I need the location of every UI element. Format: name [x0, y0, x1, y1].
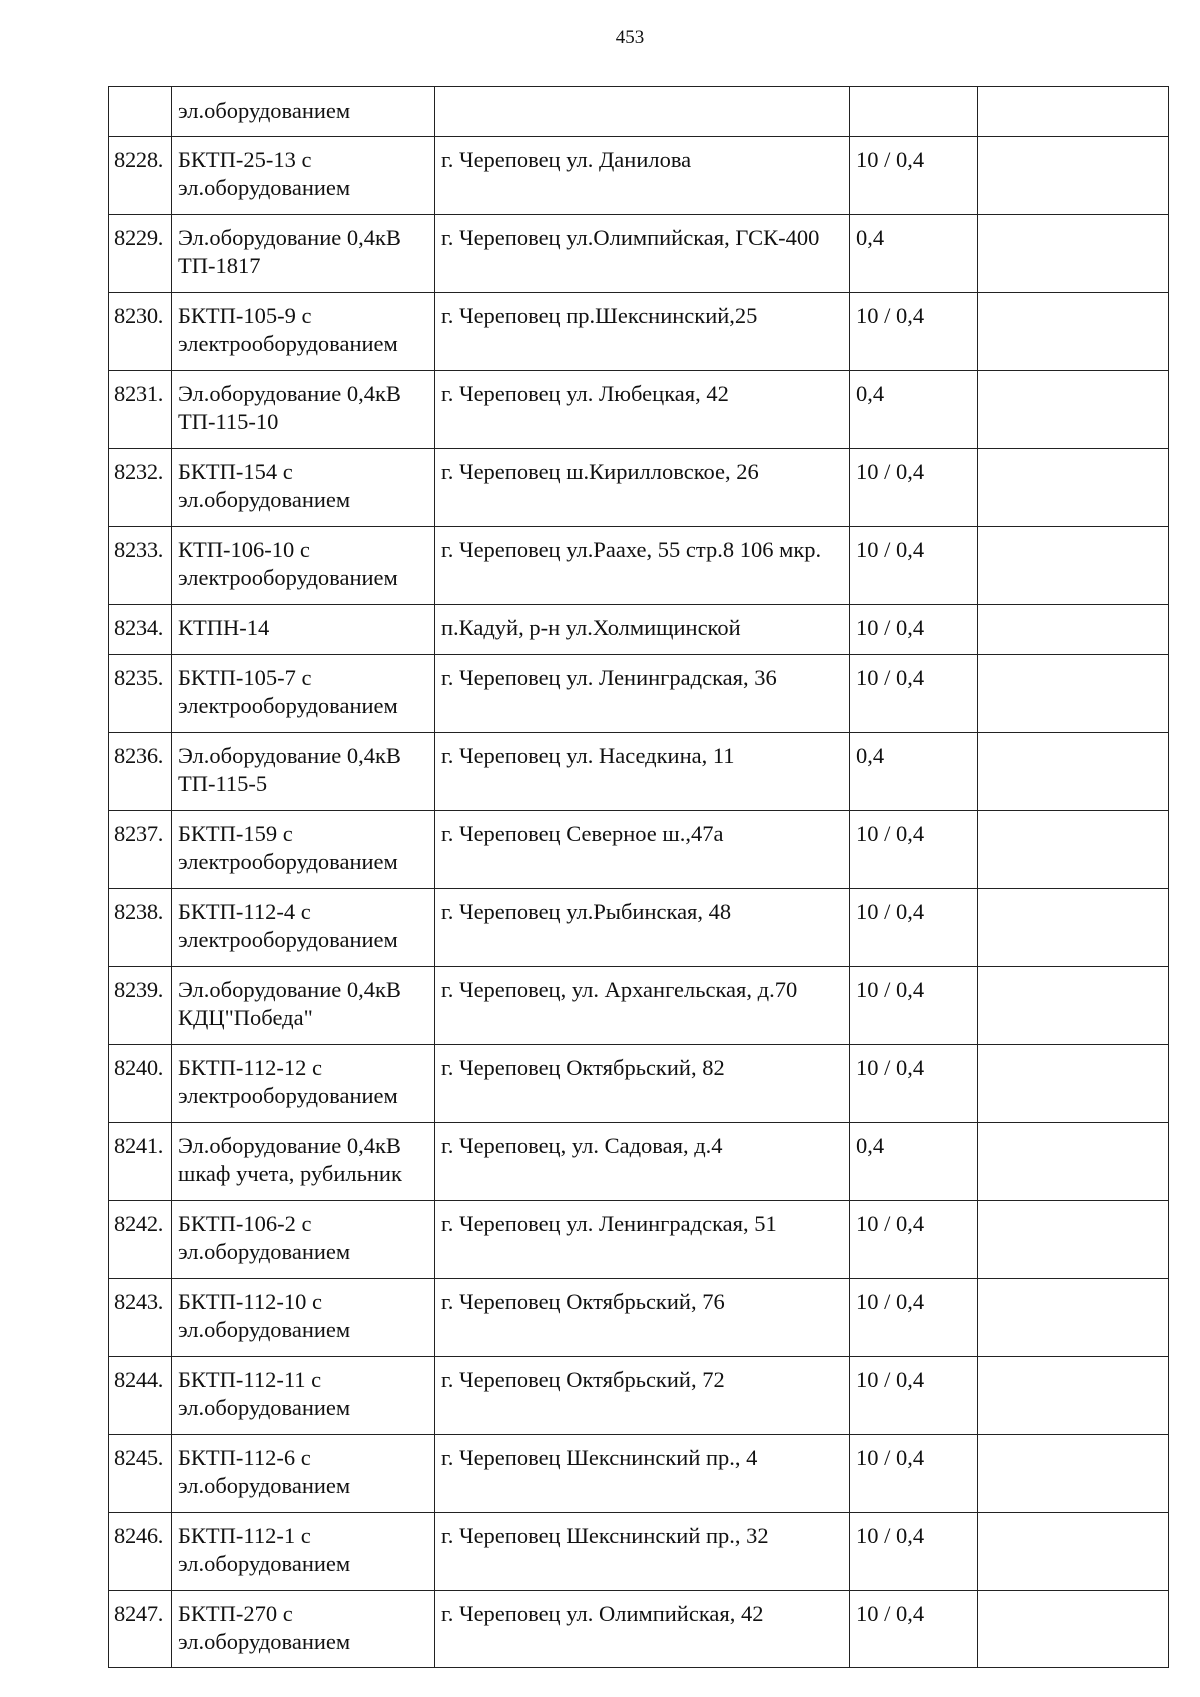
cell-voltage: 0,4 [850, 215, 978, 293]
cell-extra [978, 449, 1169, 527]
table-row [109, 137, 1169, 215]
cell-number: 8232. [109, 449, 172, 527]
cell-name: БКТП-112-4 с электрооборудованием [172, 889, 435, 967]
cell-number: 8239. [109, 967, 172, 1045]
cell-name: БКТП-112-6 с эл.оборудованием [172, 1435, 435, 1513]
cell-voltage: 0,4 [850, 1123, 978, 1201]
cell-name: Эл.оборудование 0,4кВ ТП-1817 [172, 215, 435, 293]
cell-number: 8229. [109, 215, 172, 293]
cell-extra [978, 733, 1169, 811]
cell-number: 8244. [109, 1357, 172, 1435]
cell-address: г. Череповец Октябрьский, 72 [435, 1357, 850, 1435]
cell-name: БКТП-112-11 с эл.оборудованием [172, 1357, 435, 1435]
cell-number: 8230. [109, 293, 172, 371]
registry-table [108, 86, 1169, 1668]
cell-voltage: 10 / 0,4 [850, 1357, 978, 1435]
cell-name: БКТП-154 с эл.оборудованием [172, 449, 435, 527]
cell-voltage: 10 / 0,4 [850, 967, 978, 1045]
cell-extra [978, 137, 1169, 215]
cell-name: БКТП-105-9 с электрооборудованием [172, 293, 435, 371]
cell-address: г. Череповец пр.Шекснинский,25 [435, 293, 850, 371]
cell-name: Эл.оборудование 0,4кВ ТП-115-5 [172, 733, 435, 811]
cell-name: БКТП-112-10 с эл.оборудованием [172, 1279, 435, 1357]
cell-voltage: 0,4 [850, 733, 978, 811]
cell-address [435, 87, 850, 137]
cell-name: КТП-106-10 с электрооборудованием [172, 527, 435, 605]
cell-address: г. Череповец ул. Наседкина, 11 [435, 733, 850, 811]
cell-address: г. Череповец ул. Данилова [435, 137, 850, 215]
continuation-row [109, 87, 1169, 137]
cell-number: 8228. [109, 137, 172, 215]
table-row [109, 967, 1169, 1045]
cell-address: г. Череповец ул.Рыбинская, 48 [435, 889, 850, 967]
cell-voltage: 10 / 0,4 [850, 889, 978, 967]
cell-voltage: 10 / 0,4 [850, 1591, 978, 1668]
cell-name: эл.оборудованием [172, 87, 435, 137]
cell-address: г. Череповец ул. Любецкая, 42 [435, 371, 850, 449]
cell-extra [978, 605, 1169, 655]
cell-address: г. Череповец Северное ш.,47а [435, 811, 850, 889]
table-row [109, 1123, 1169, 1201]
table-row [109, 889, 1169, 967]
table-row [109, 293, 1169, 371]
cell-name: Эл.оборудование 0,4кВ ТП-115-10 [172, 371, 435, 449]
cell-number: 8240. [109, 1045, 172, 1123]
table-row [109, 605, 1169, 655]
cell-extra [978, 371, 1169, 449]
cell-extra [978, 1045, 1169, 1123]
cell-voltage: 10 / 0,4 [850, 1045, 978, 1123]
cell-voltage: 10 / 0,4 [850, 293, 978, 371]
table-row [109, 1513, 1169, 1591]
page-number: 453 [615, 27, 645, 48]
cell-name: КТПН-14 [172, 605, 435, 655]
table-row [109, 1279, 1169, 1357]
table-row [109, 1435, 1169, 1513]
cell-extra [978, 1513, 1169, 1591]
cell-voltage: 10 / 0,4 [850, 527, 978, 605]
cell-extra [978, 1357, 1169, 1435]
cell-voltage [850, 87, 978, 137]
cell-address: г. Череповец, ул. Садовая, д.4 [435, 1123, 850, 1201]
cell-address: г. Череповец ул. Олимпийская, 42 [435, 1591, 850, 1668]
cell-number: 8243. [109, 1279, 172, 1357]
table-row [109, 1357, 1169, 1435]
cell-name: БКТП-105-7 с электрооборудованием [172, 655, 435, 733]
table-row [109, 215, 1169, 293]
cell-address: г. Череповец Октябрьский, 82 [435, 1045, 850, 1123]
registry-body [109, 87, 1169, 1668]
cell-extra [978, 1279, 1169, 1357]
cell-extra [978, 1201, 1169, 1279]
cell-extra [978, 1123, 1169, 1201]
cell-address: г. Череповец ш.Кирилловское, 26 [435, 449, 850, 527]
cell-voltage: 0,4 [850, 371, 978, 449]
cell-name: БКТП-112-1 с эл.оборудованием [172, 1513, 435, 1591]
cell-number: 8245. [109, 1435, 172, 1513]
table-row [109, 733, 1169, 811]
cell-number: 8247. [109, 1591, 172, 1668]
cell-extra [978, 811, 1169, 889]
cell-extra [978, 967, 1169, 1045]
cell-address: г. Череповец Шекснинский пр., 32 [435, 1513, 850, 1591]
cell-number [109, 87, 172, 137]
table-row [109, 1591, 1169, 1668]
cell-voltage: 10 / 0,4 [850, 655, 978, 733]
cell-extra [978, 293, 1169, 371]
cell-name: Эл.оборудование 0,4кВ шкаф учета, рубильник [172, 1123, 435, 1201]
cell-name: БКТП-159 с электрооборудованием [172, 811, 435, 889]
cell-address: г. Череповец, ул. Архангельская, д.70 [435, 967, 850, 1045]
cell-name: БКТП-106-2 с эл.оборудованием [172, 1201, 435, 1279]
cell-number: 8238. [109, 889, 172, 967]
cell-voltage: 10 / 0,4 [850, 1279, 978, 1357]
cell-number: 8242. [109, 1201, 172, 1279]
cell-voltage: 10 / 0,4 [850, 811, 978, 889]
cell-number: 8233. [109, 527, 172, 605]
cell-address: г. Череповец Октябрьский, 76 [435, 1279, 850, 1357]
cell-extra [978, 215, 1169, 293]
cell-address: г. Череповец ул. Ленинградская, 36 [435, 655, 850, 733]
cell-voltage: 10 / 0,4 [850, 1435, 978, 1513]
cell-voltage: 10 / 0,4 [850, 605, 978, 655]
cell-address: г. Череповец ул.Олимпийская, ГСК-400 [435, 215, 850, 293]
cell-name: БКТП-25-13 с эл.оборудованием [172, 137, 435, 215]
cell-name: Эл.оборудование 0,4кВ КДЦ"Победа" [172, 967, 435, 1045]
cell-number: 8237. [109, 811, 172, 889]
cell-address: г. Череповец Шекснинский пр., 4 [435, 1435, 850, 1513]
cell-extra [978, 1435, 1169, 1513]
cell-number: 8231. [109, 371, 172, 449]
table-row [109, 655, 1169, 733]
cell-address: п.Кадуй, р-н ул.Холмищинской [435, 605, 850, 655]
cell-address: г. Череповец ул. Ленинградская, 51 [435, 1201, 850, 1279]
cell-number: 8241. [109, 1123, 172, 1201]
table-row [109, 1201, 1169, 1279]
cell-name: БКТП-270 с эл.оборудованием [172, 1591, 435, 1668]
table-row [109, 449, 1169, 527]
cell-extra [978, 655, 1169, 733]
cell-address: г. Череповец ул.Раахе, 55 стр.8 106 мкр. [435, 527, 850, 605]
cell-voltage: 10 / 0,4 [850, 1201, 978, 1279]
cell-number: 8236. [109, 733, 172, 811]
cell-extra [978, 87, 1169, 137]
cell-voltage: 10 / 0,4 [850, 1513, 978, 1591]
cell-voltage: 10 / 0,4 [850, 137, 978, 215]
cell-extra [978, 527, 1169, 605]
cell-number: 8235. [109, 655, 172, 733]
cell-voltage: 10 / 0,4 [850, 449, 978, 527]
table-row [109, 1045, 1169, 1123]
table-row [109, 527, 1169, 605]
cell-name: БКТП-112-12 с электрооборудованием [172, 1045, 435, 1123]
table-row [109, 811, 1169, 889]
cell-number: 8234. [109, 605, 172, 655]
cell-number: 8246. [109, 1513, 172, 1591]
cell-extra [978, 889, 1169, 967]
cell-extra [978, 1591, 1169, 1668]
table-row [109, 371, 1169, 449]
